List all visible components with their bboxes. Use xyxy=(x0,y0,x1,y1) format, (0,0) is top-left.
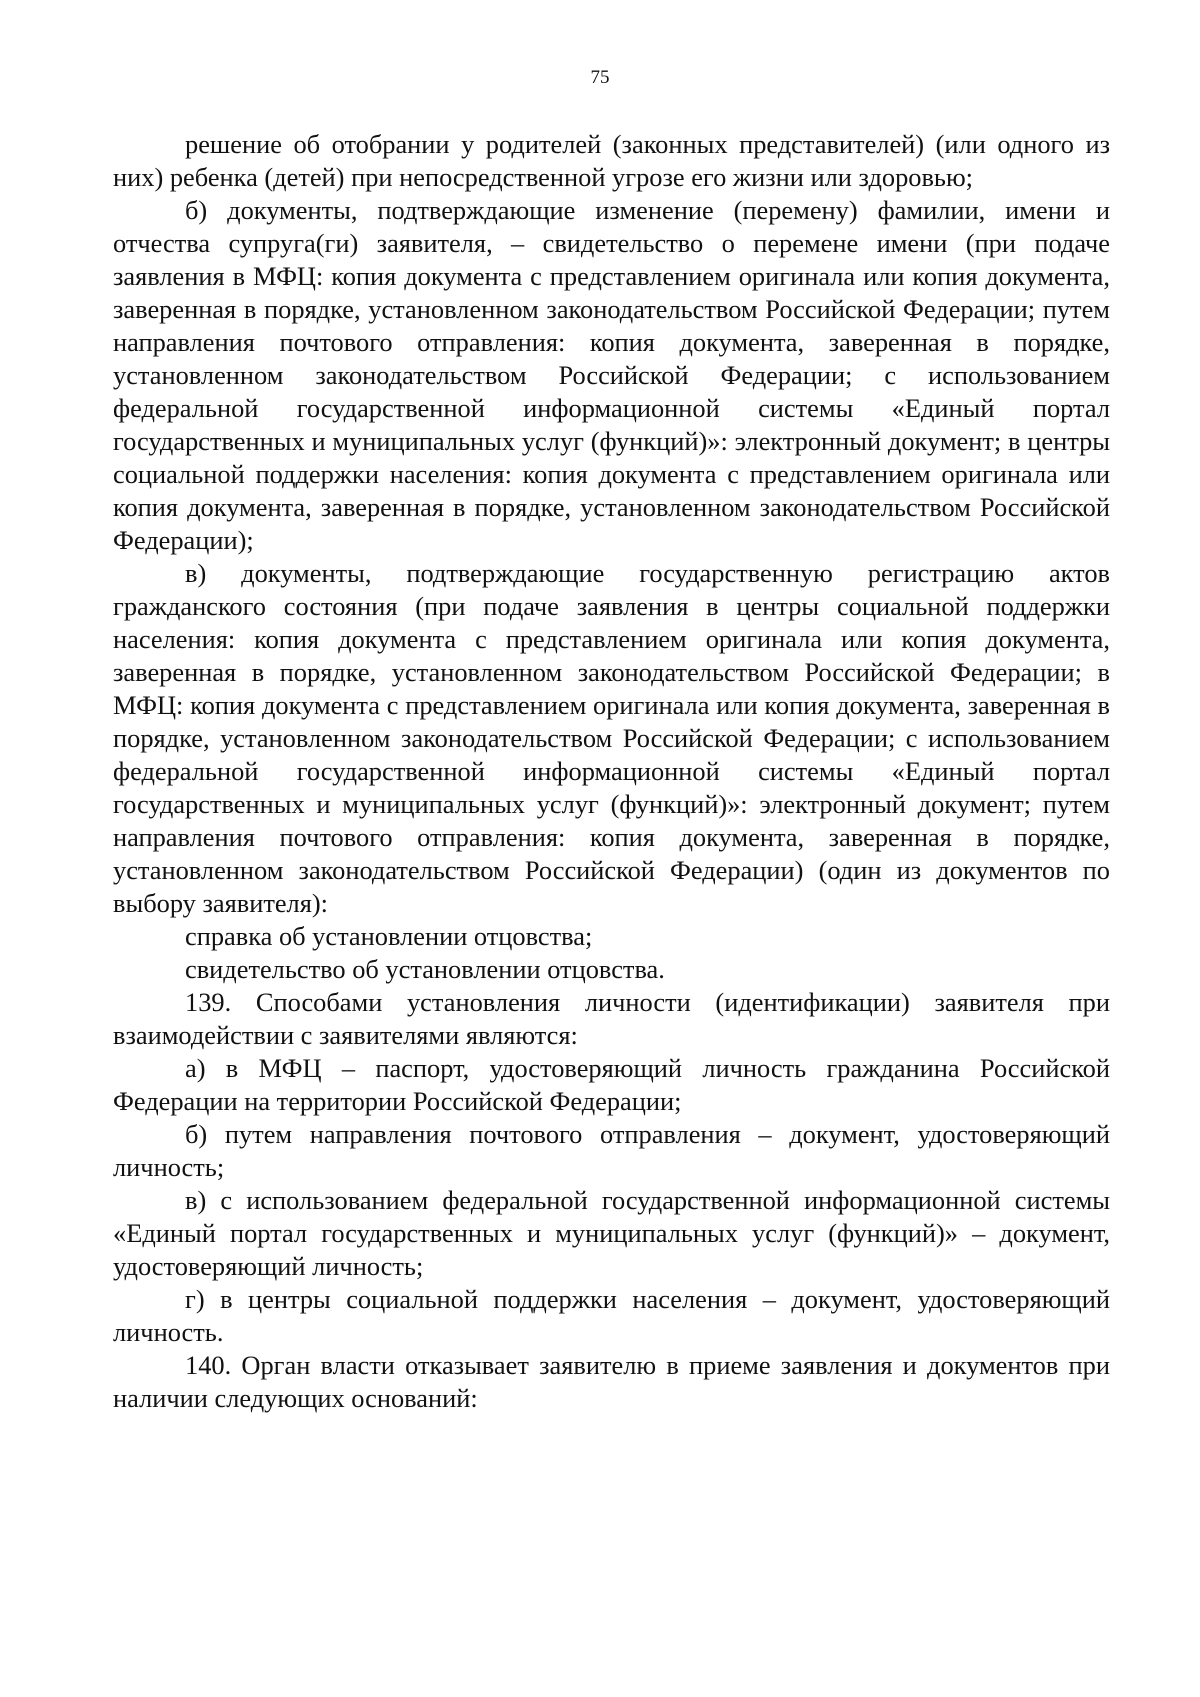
paragraph-139-identification-methods: 139. Способами установления личности (идентификации) заявителя при взаимодействии с заявителями являются: xyxy=(113,987,1110,1050)
list-item-139-b: б) путем направления почтового отправления – документ, удостоверяющий личность; xyxy=(113,1119,1110,1182)
paragraph-civil-registration-documents: в) документы, подтверждающие государственную регистрацию актов гражданского состояния (при подаче заявления в центры социальной поддержки населения: копия документа с представлением оригинала или копия документа, заверенная в порядке, установленном законодательством Российской Федерации; в МФЦ: копия документа с представлением оригинала или копия документа, заверенная в порядке, установленном законодательством Российской Федерации; с использованием федеральной государственной информационной системы «Единый портал государственных и муниципальных услуг (функций)»: электронный документ; путем направления почтового отправления: копия документа, заверенная в порядке, установленном законодательством Российской Федерации) (один из документов по выбору заявителя): xyxy=(113,558,1110,918)
list-item-paternity-certificate: свидетельство об установлении отцовства. xyxy=(185,954,665,984)
list-item-139-c: в) с использованием федеральной государственной информационной системы «Единый портал государственных и муниципальных услуг (функций)» – документ, удостоверяющий личность; xyxy=(113,1185,1110,1281)
paragraph-name-change-documents: б) документы, подтверждающие изменение (перемену) фамилии, имени и отчества супруга(ги) заявителя, – свидетельство о перемене имени (при подаче заявления в МФЦ: копия документа с представлением оригинала или копия документа, заверенная в порядке, установленном законодательством Российской Федерации; путем направления почтового отправления: копия документа, заверенная в порядке, установленном законодательством Российской Федерации; с использованием федеральной государственной информационной системы «Единый портал государственных и муниципальных услуг (функций)»: электронный документ; в центры социальной поддержки населения: копия документа с представлением оригинала или копия документа, заверенная в порядке, установленном законодательством Российской Федерации); xyxy=(113,195,1110,555)
paragraph-custody-decision: решение об отобрании у родителей (законных представителей) (или одного из них) ребенка (детей) при непосредственной угрозе его жизни или здоровью; xyxy=(113,129,1110,192)
paragraph-140-refusal-grounds: 140. Орган власти отказывает заявителю в приеме заявления и документов при наличии следующих оснований: xyxy=(113,1350,1110,1413)
page-number: 75 xyxy=(590,67,610,88)
list-item-paternity-certificate-reference: справка об установлении отцовства; xyxy=(185,921,593,951)
list-item-139-d: г) в центры социальной поддержки населения – документ, удостоверяющий личность. xyxy=(113,1284,1110,1347)
list-item-139-a: а) в МФЦ – паспорт, удостоверяющий личность гражданина Российской Федерации на территории Российской Федерации; xyxy=(113,1053,1110,1116)
document-body xyxy=(113,128,1110,1415)
